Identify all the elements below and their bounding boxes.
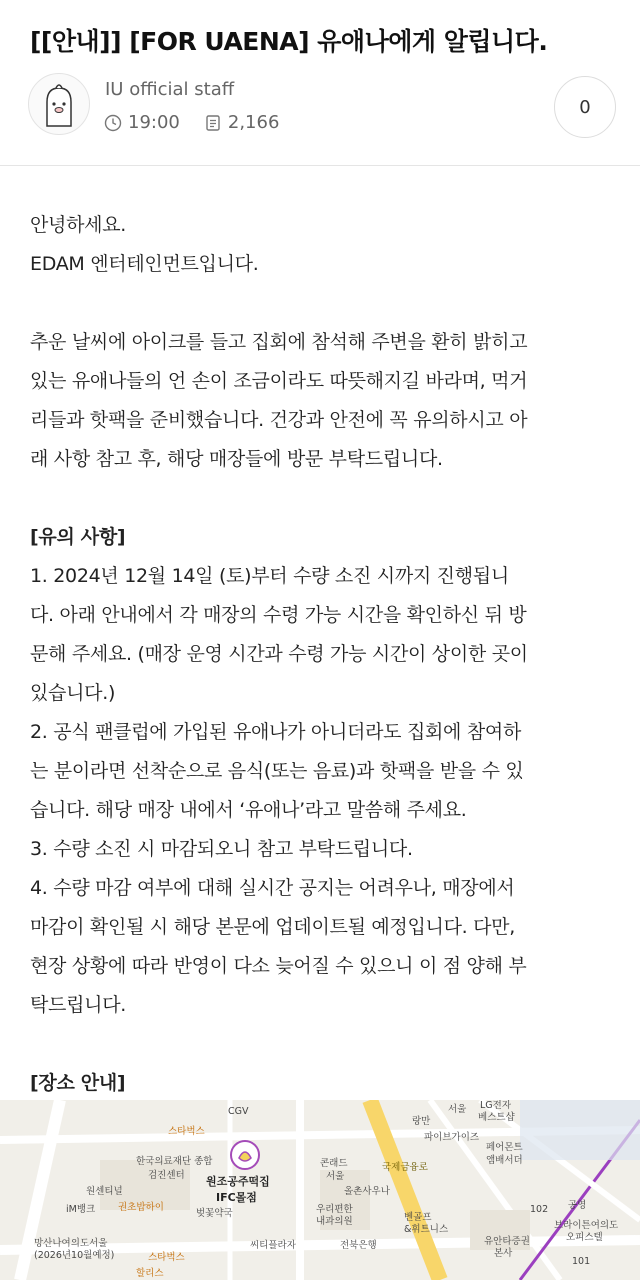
- map-label: 101: [572, 1256, 591, 1267]
- map-label: LG전자: [480, 1100, 512, 1111]
- map-label: 씨티플라자: [250, 1240, 296, 1251]
- ghost-mascot-icon: [29, 74, 89, 134]
- map-label: 본사: [494, 1248, 513, 1259]
- map-label: 랑만: [412, 1116, 431, 1127]
- map-label: 브라이튼여의도: [554, 1220, 619, 1231]
- body-line: 4. 수량 마감 여부에 대해 실시간 공지는 어려우나, 매장에서: [30, 877, 515, 899]
- map-label: 검진센터: [148, 1170, 185, 1181]
- map-label: 베스트샵: [478, 1112, 515, 1123]
- body-blank-line: [30, 284, 620, 323]
- map-label: 유안타증권: [484, 1236, 530, 1247]
- body-blank-line: [30, 1025, 620, 1064]
- map-pin-icon[interactable]: [228, 1138, 262, 1172]
- map-label: 파이브가이즈: [424, 1132, 480, 1143]
- body-line: EDAM 엔터테인먼트입니다.: [30, 253, 259, 275]
- map-label: 공영: [568, 1200, 587, 1211]
- body-line: 문해 주세요. (매장 운영 시간과 수령 가능 시간이 상이한 곳이: [30, 643, 528, 665]
- body-line: 는 분이라면 선착순으로 음식(또는 음료)과 핫팩을 받을 수 있: [30, 760, 524, 782]
- map-label: 국제금융로: [382, 1162, 428, 1173]
- body-line: 1. 2024년 12월 14일 (토)부터 수량 소진 시까지 진행됩니: [30, 565, 509, 587]
- body-line: 추운 날씨에 아이크를 들고 집회에 참석해 주변을 환히 밝히고: [30, 331, 528, 353]
- map-label: IFC몰점: [216, 1191, 257, 1204]
- map-label: 올촌사우나: [344, 1186, 390, 1197]
- map-label: 스타벅스: [148, 1252, 185, 1263]
- body-line: 탁드립니다.: [30, 994, 127, 1016]
- map-label: CGV: [228, 1106, 249, 1117]
- map-label: 스타벅스: [168, 1126, 205, 1137]
- body-line: 다. 아래 안내에서 각 매장의 수령 가능 시간을 확인하신 뒤 방: [30, 604, 527, 626]
- body-line: 있는 유애나들의 언 손이 조금이라도 따뜻해지길 바라며, 먹거: [30, 370, 528, 392]
- body-line: 현장 상황에 따라 반영이 다소 늦어질 수 있으니 이 점 양해 부: [30, 955, 527, 977]
- map-label: 한국의료재단 종합: [136, 1156, 213, 1167]
- author-avatar[interactable]: [28, 73, 90, 135]
- map-label: 할리스: [136, 1268, 164, 1279]
- author-name[interactable]: IU official staff: [105, 79, 235, 100]
- header-divider: [0, 165, 640, 166]
- map-label: &휘트니스: [404, 1224, 449, 1235]
- post-time: 19:00: [128, 112, 180, 133]
- clock-icon: [104, 114, 122, 132]
- section-heading-notice: [유의 사항]: [30, 526, 126, 548]
- map-label: 벤골프: [404, 1212, 432, 1223]
- body-line: 래 사항 참고 후, 해당 매장들에 방문 부탁드립니다.: [30, 448, 443, 470]
- map-label: 원센티널: [86, 1186, 123, 1197]
- map-label: 페어몬트: [486, 1142, 523, 1153]
- post-body: [30, 206, 620, 1103]
- post-meta: [104, 112, 279, 133]
- document-icon: [204, 114, 222, 132]
- map-label: 오피스텔: [566, 1232, 603, 1243]
- map-label: 102: [530, 1204, 549, 1215]
- map-label: 서울: [326, 1171, 345, 1182]
- body-line: 습니다. 해당 매장 내에서 ‘유애나’라고 말씀해 주세요.: [30, 799, 467, 821]
- post-title: [[안내]] [FOR UAENA] 유애나에게 알립니다.: [30, 27, 548, 56]
- body-line: 3. 수량 소진 시 마감되오니 참고 부탁드립니다.: [30, 838, 413, 860]
- map-label: 앰배서더: [486, 1155, 523, 1166]
- map-label: 원조공주떡집: [206, 1175, 270, 1188]
- body-line: 마감이 확인될 시 해당 본문에 업데이트될 예정입니다. 다만,: [30, 916, 515, 938]
- comment-count: 0: [579, 96, 591, 118]
- map-label: 콘래드: [320, 1158, 348, 1169]
- map-label: 벚꽃약국: [196, 1208, 233, 1219]
- body-line: 리들과 핫팩을 준비했습니다. 건강과 안전에 꼭 유의하시고 아: [30, 409, 528, 431]
- section-heading-location: [장소 안내]: [30, 1072, 126, 1094]
- map-label: 우리편한: [316, 1204, 353, 1215]
- comment-count-button[interactable]: [554, 76, 616, 138]
- location-map[interactable]: [0, 1100, 640, 1280]
- map-label: 서울: [448, 1104, 467, 1115]
- map-label: 전북은행: [340, 1240, 377, 1251]
- map-label: 내과의원: [316, 1216, 353, 1227]
- map-label: (2026년10월예정): [34, 1250, 115, 1261]
- view-count: 2,166: [227, 112, 280, 133]
- map-label: iM뱅크: [66, 1204, 96, 1215]
- map-label: 망산나여의도서울: [34, 1238, 108, 1249]
- body-line: 2. 공식 팬클럽에 가입된 유애나가 아니더라도 집회에 참여하: [30, 721, 522, 743]
- body-blank-line: [30, 479, 620, 518]
- body-line: 안녕하세요.: [30, 214, 127, 236]
- map-label: 권초밥하이: [118, 1202, 164, 1213]
- body-line: 있습니다.): [30, 682, 116, 704]
